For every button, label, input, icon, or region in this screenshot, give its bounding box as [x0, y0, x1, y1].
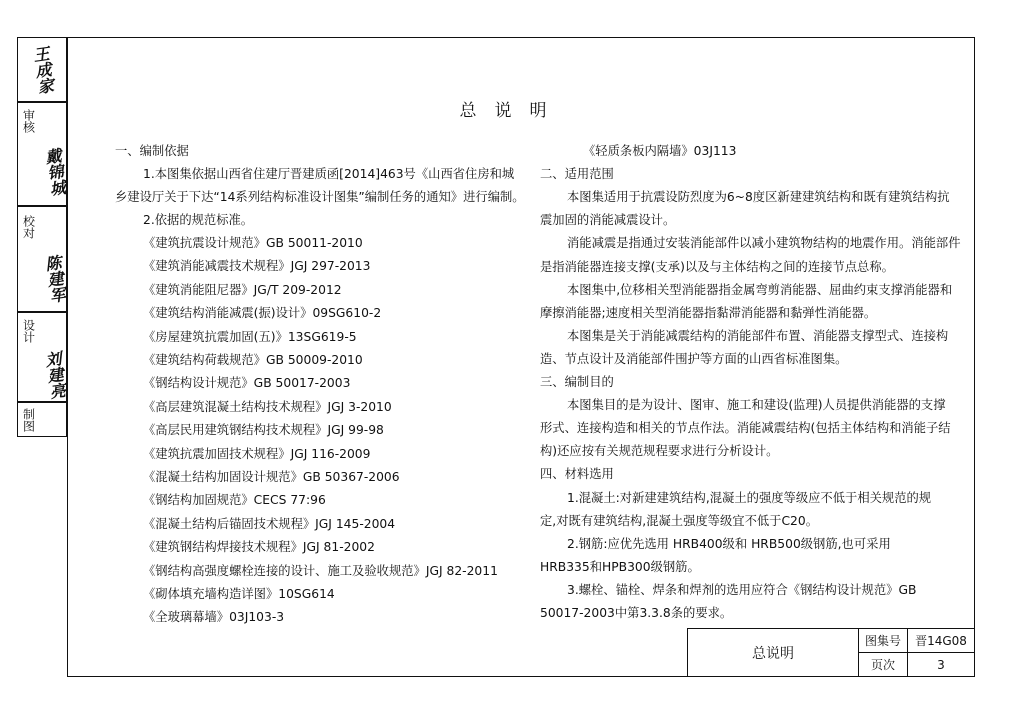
right-text-line: 是指消能器连接支撑(支承)以及与主体结构之间的连接节点总称。: [540, 259, 894, 274]
standard-item: 《建筑结构消能减震(振)设计》09SG610-2: [143, 306, 382, 321]
standard-item: 《建筑钢结构焊接技术规程》JGJ 81-2002: [143, 540, 375, 555]
signature-text: 陈建军: [41, 253, 67, 305]
atlas-number-value: 晋14G08: [915, 634, 967, 648]
standard-item: 《高层民用建筑钢结构技术规程》JGJ 99-98: [143, 423, 384, 438]
standard-item: 《钢结构加固规范》CECS 77:96: [143, 493, 326, 508]
right-text-line: 震加固的消能减震设计。: [540, 213, 676, 228]
standard-item: 《砌体填充墙构造详图》10SG614: [143, 587, 335, 601]
sidebar-label-review: 审核: [21, 109, 36, 133]
sidebar-cell-proofread: [17, 206, 67, 312]
standards-intro: 2.依据的规范标准。: [143, 213, 254, 227]
right-text-line: 本图集是关于消能减震结构的消能部件布置、消能器支撑型式、连接构: [567, 328, 949, 343]
right-text-line: 《轻质条板内隔墙》03J113: [583, 144, 737, 158]
page-title: 总说明: [459, 101, 565, 121]
section-heading: 三、编制目的: [540, 375, 614, 389]
section-heading: 二、适用范围: [540, 167, 614, 182]
right-text-line: 形式、连接构造和相关的节点作法。消能减震结构(包括主体结构和消能子结: [540, 421, 951, 436]
section-heading-basis: 一、编制依据: [115, 144, 189, 158]
signature-text: 刘建亮: [41, 349, 67, 401]
standard-item: 《建筑抗震设计规范》GB 50011-2010: [143, 236, 363, 250]
page-number-label-cell: [858, 652, 908, 677]
right-text-line: 摩擦消能器;速度相关型消能器指黏滞消能器和黏弹性消能器。: [540, 305, 877, 320]
right-text-line: 1.混凝土:对新建建筑结构,混凝土的强度等级应不低于相关规范的规: [567, 490, 932, 505]
title-block-name: 总说明: [752, 645, 794, 662]
right-text-line: 2.钢筋:应优先选用 HRB400级和 HRB500级钢筋,也可采用: [567, 536, 891, 551]
sidebar-label-proofread: 校对: [21, 215, 36, 239]
right-text-line: 本图集中,位移相关型消能器指金属弯剪消能器、屈曲约束支撑消能器和: [567, 282, 953, 297]
right-text-line: 定,对既有建筑结构,混凝土强度等级宜不低于C20。: [540, 513, 818, 528]
right-text-line: 3.螺栓、锚栓、焊条和焊剂的选用应符合《钢结构设计规范》GB: [567, 582, 917, 597]
standard-item: 《混凝土结构加固设计规范》GB 50367-2006: [143, 470, 400, 484]
standard-item: 《钢结构设计规范》GB 50017-2003: [143, 376, 351, 391]
right-text-line: HRB335和HPB300级钢筋。: [540, 559, 700, 574]
sidebar-top-signature: [30, 38, 54, 101]
standard-item: 《高层建筑混凝土结构技术规程》JGJ 3-2010: [143, 399, 392, 414]
sidebar-sign-proofread: [42, 247, 66, 311]
right-text-line: 本图集目的是为设计、图审、施工和建设(监理)人员提供消能器的支撑: [567, 398, 946, 413]
sidebar-cell-drafting: [17, 402, 67, 437]
standard-item: 《建筑消能减震技术规程》JGJ 297-2013: [143, 259, 371, 274]
page-number-value: 3: [937, 657, 945, 672]
standard-item: 《建筑消能阻尼器》JG/T 209-2012: [143, 282, 342, 297]
sidebar-cell-design: [17, 312, 67, 402]
section-heading: 四、材料选用: [540, 467, 614, 482]
sidebar-sign-review: [42, 139, 66, 205]
signature-text: 王成家: [29, 44, 55, 95]
sidebar-top-cell: [17, 37, 67, 102]
page-number-value-cell: [907, 652, 975, 677]
basis-paragraph-line-1: 1.本图集依据山西省住建厅晋建质函[2014]463号《山西省住房和城: [143, 167, 515, 181]
standard-item: 《全玻璃幕墙》03J103-3: [143, 610, 285, 625]
standard-item: 《建筑结构荷载规范》GB 50009-2010: [143, 353, 363, 367]
standard-item: 《房屋建筑抗震加固(五)》13SG619-5: [143, 329, 357, 344]
atlas-number-label: 图集号: [864, 634, 901, 648]
basis-paragraph-line-2: 乡建设厅关于下达“14系列结构标准设计图集”编制任务的通知》进行编制。: [115, 190, 525, 204]
standard-item: 《混凝土结构后锚固技术规程》JGJ 145-2004: [143, 516, 396, 531]
sidebar-sign-design: [42, 349, 66, 401]
right-text-line: 造、节点设计及消能部件围护等方面的山西省标准图集。: [540, 351, 848, 366]
right-text-line: 消能减震是指通过安装消能部件以减小建筑物结构的地震作用。消能部件: [567, 236, 961, 251]
standard-item: 《钢结构高强度螺栓连接的设计、施工及验收规范》JGJ 82-2011: [143, 563, 498, 578]
right-text-line: 50017-2003中第3.3.8条的要求。: [540, 606, 733, 620]
atlas-number-value-cell: [907, 628, 975, 653]
atlas-number-label-cell: [858, 628, 908, 653]
signature-text: 戴锦城: [41, 146, 67, 198]
right-text-line: 本图集适用于抗震设防烈度为6~8度区新建建筑结构和既有建筑结构抗: [567, 190, 950, 205]
sidebar-label-drafting: 制图: [21, 407, 36, 432]
standard-item: 《建筑抗震加固技术规程》JGJ 116-2009: [143, 446, 371, 461]
title-block-name-cell: [687, 628, 859, 677]
title-block: [687, 628, 975, 677]
page-number-label: 页次: [870, 658, 895, 672]
right-text-line: 构)还应按有关规范规程要求进行分析设计。: [540, 444, 779, 459]
sidebar-label-design: 设计: [21, 319, 36, 343]
